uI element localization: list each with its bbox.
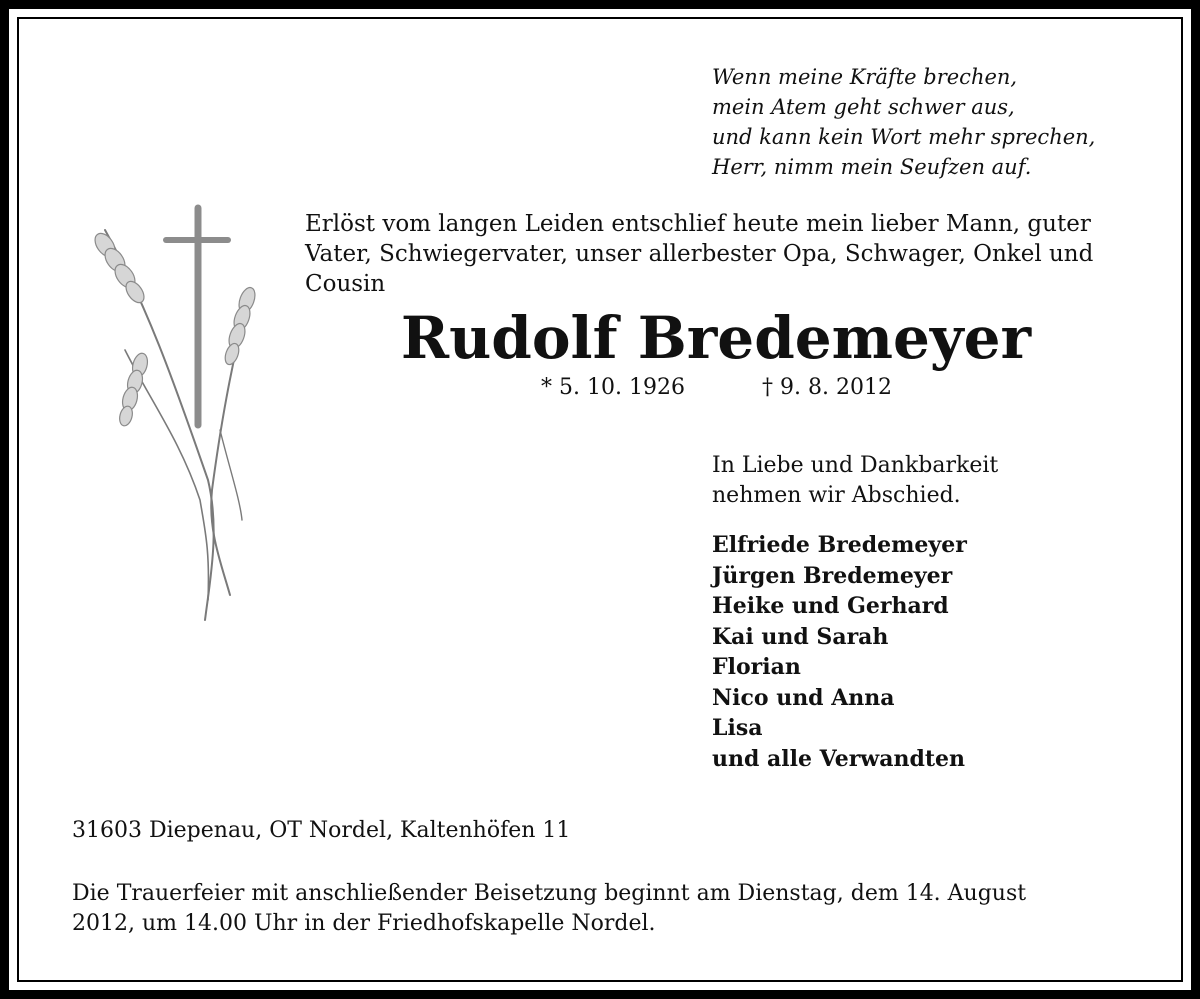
farewell-text: In Liebe und Dankbarkeit nehmen wir Abschied. [712, 453, 999, 508]
deceased-name: Rudolf Bredemeyer [400, 304, 1032, 372]
mourner: Lisa [712, 715, 763, 741]
mourner: Jürgen Bredemeyer [712, 562, 953, 589]
mourner: Nico und Anna [712, 684, 895, 711]
intro-text: Erlöst vom langen Leiden entschlief heute mein lieber Mann, guter Vater, Schwiegervater, unser allerbester Opa, Schwager, Onkel und Cousin [305, 211, 1094, 297]
mourner: Kai und Sarah [712, 623, 889, 650]
funeral-service-info: Die Trauerfeier mit anschließender Beisetzung beginnt am Dienstag, dem 14. August 2012, um 14.00 Uhr in der Friedhofskapelle Nordel. [72, 881, 1027, 936]
address: 31603 Diepenau, OT Nordel, Kaltenhöfen 11 [72, 818, 571, 843]
cross-with-wheat-icon [80, 200, 280, 630]
death-date: † 9. 8. 2012 [762, 375, 892, 400]
mourner: Florian [712, 654, 801, 680]
mourner: und alle Verwandten [712, 745, 966, 772]
mourners-list [712, 530, 967, 774]
mourner: Heike und Gerhard [712, 593, 949, 619]
poem-verse: Wenn meine Kräfte brechen, mein Atem geht schwer aus, und kann kein Wort mehr sprechen, Herr, nimm mein Seufzen auf. [712, 65, 1096, 179]
mourner: Elfriede Bredemeyer [712, 532, 967, 558]
birth-date: * 5. 10. 1926 [541, 375, 685, 400]
